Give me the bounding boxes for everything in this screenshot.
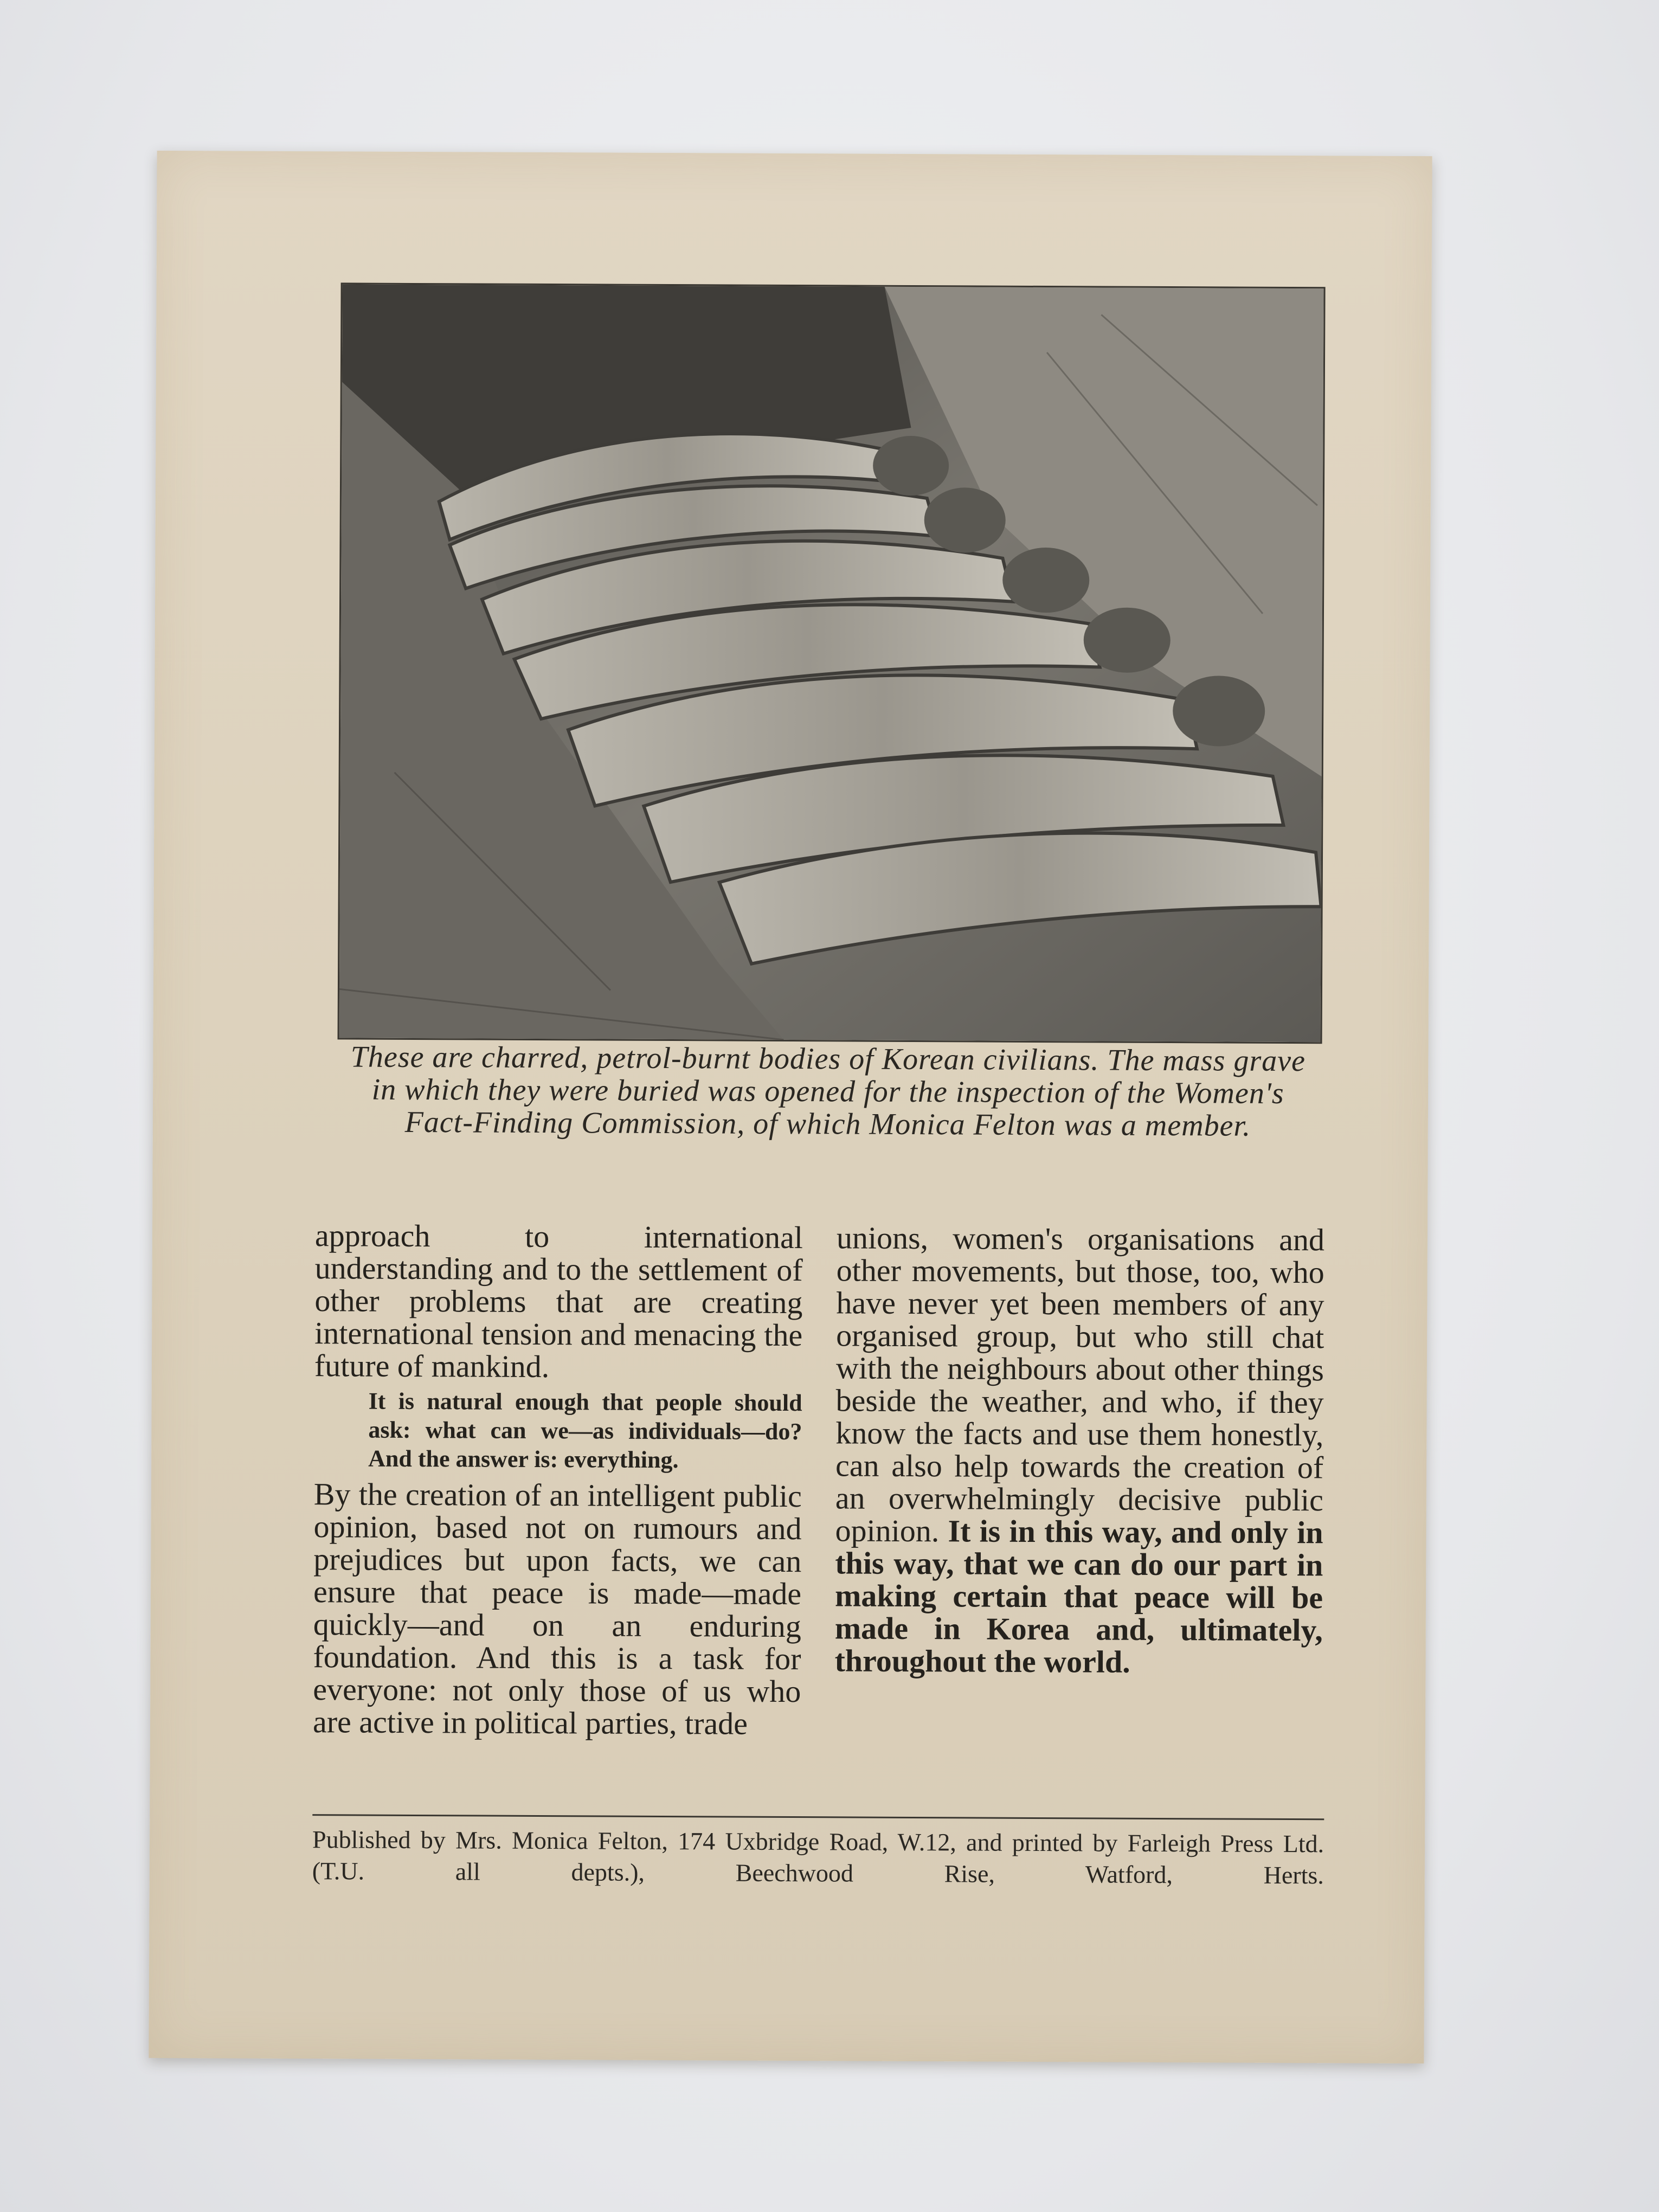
left-text-column bbox=[313, 1219, 803, 1740]
publisher-imprint: Published by Mrs. Monica Felton, 174 Uxbridge Road, W.12, and printed by Farleigh Press Ltd. (T.U. all depts.), Beechwood Rise, Watford, Herts. bbox=[312, 1825, 1324, 1889]
leaflet-page bbox=[149, 151, 1432, 2063]
left-paragraph-2: By the creation of an intelligent public opinion, based not on rumours and prejudices but upon facts, we can ensure that peace is made—made quickly—and on an enduring foundation. And this is a task for everyone: not only those of us who are active in political parties, trade bbox=[312, 1476, 802, 1741]
right-bold-conclusion: It is in this way, and only in this way, that we can do our part in making certain that peace will be made in Korea and, ultimately, throughout the world. bbox=[834, 1513, 1323, 1680]
photo-image bbox=[339, 284, 1324, 1042]
imprint-divider bbox=[312, 1814, 1324, 1820]
right-text-column bbox=[834, 1221, 1324, 1679]
left-paragraph-1: approach to international understanding and to the settlement of other problems that are creating international tension and menacing the future of mankind. bbox=[314, 1218, 803, 1385]
right-paragraph bbox=[834, 1221, 1324, 1679]
left-bold-paragraph: It is natural enough that people should ask: what can we—as individuals—do? And the answer is: everything. bbox=[368, 1387, 802, 1474]
mass-grave-photograph bbox=[338, 282, 1326, 1044]
right-paragraph-text: unions, women's organisations and other movements, but those, too, who have never yet been members of any organised group, but who still chat with the neighbours about other things beside the weather, and who, if they know the facts and use them honestly, can also help towards the creation of an overwhelmingly decisive public opinion. bbox=[835, 1220, 1325, 1549]
photo-caption: These are charred, petrol-burnt bodies of Korean civilians. The mass grave in which they were buried was opened for the inspection of the Women's Fact-Finding Commission, of which Monica Felton was a member. bbox=[350, 1040, 1306, 1143]
